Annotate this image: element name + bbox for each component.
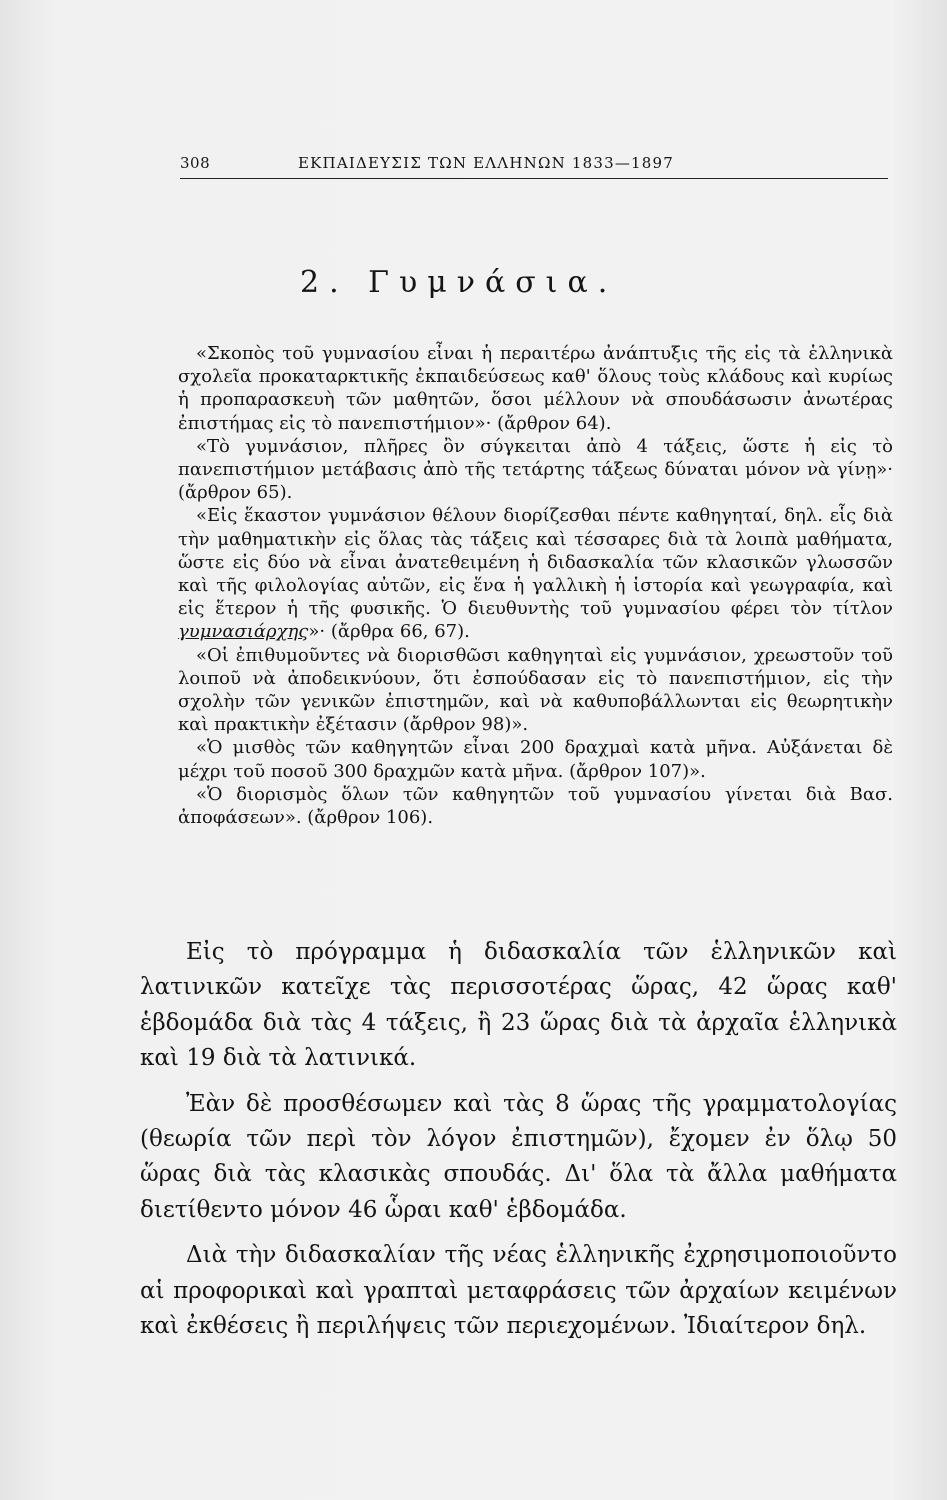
body-paragraph: Διὰ τὴν διδασκαλίαν τῆς νέας ἑλληνικῆς ἐχρησιμοποιοῦντο αἱ προφορικαὶ καὶ γραπταὶ μεταφράσεις τῶν ἀρχαίων κειμένων καὶ ἐκθέσεις ἢ περιλήψεις τῶν περιεχομένων. Ἰδιαίτερον δηλ.: [140, 1242, 897, 1340]
emphasized-term: γυμνασιάρχης: [178, 621, 309, 643]
running-header: [180, 150, 888, 179]
quote-paragraph: «Σκοπὸς τοῦ γυμνασίου εἶναι ἡ περαιτέρω ἀνάπτυξις τῆς εἰς τὰ ἑλληνικὰ σχολεῖα προκαταρκτικῆς ἐκπαιδεύσεως καθ' ὅλους τοὺς κλάδους καὶ κυρίως ἡ προπαρασκευὴ τῶν μαθητῶν, ὅσοι μέλλουν νὰ σπουδάσωσιν ἀνωτέρας ἐπιστήμας εἰς τὸ πανεπιστήμιον»· (ἄρθρον 64).: [178, 343, 893, 434]
quote-paragraph: «Ὁ μισθὸς τῶν καθηγητῶν εἶναι 200 δραχμαὶ κατὰ μῆνα. Αὐξάνεται δὲ μέχρι τοῦ ποσοῦ 300 δραχμῶν κατὰ μῆνα. (ἄρθρον 107)».: [178, 737, 893, 782]
quote-text: »· (ἄρθρα 66, 67).: [308, 621, 470, 643]
law-quotations: [178, 342, 893, 829]
quote-paragraph: «Οἱ ἐπιθυμοῦντες νὰ διορισθῶσι καθηγηταὶ εἰς γυμνάσιον, χρεωστοῦν τοῦ λοιποῦ νὰ ἀποδεικνύουν, ὅτι ἐσπούδασαν εἰς τὸ πανεπιστήμιον, εἰς τὴν σχολὴν τῶν γενικῶν ἐπιστημῶν, καὶ νὰ καθυποβάλλωνται εἰς θεωρητικὴν καὶ πρακτικὴν ἐξέτασιν (ἄρθρον 98)».: [178, 644, 893, 736]
quote-paragraph: [178, 504, 893, 643]
quote-paragraph: «Τὸ γυμνάσιον, πλῆρες ὂν σύγκειται ἀπὸ 4 τάξεις, ὥστε ἡ εἰς τὸ πανεπιστήμιον μετάβασις ἀπὸ τῆς τετάρτης τάξεως δύναται μόνον νὰ γίνῃ»· (ἄρθρον 65).: [178, 435, 893, 504]
quote-text: «Εἰς ἕκαστον γυμνάσιον θέλουν διορίζεσθαι πέντε καθηγηταί, δηλ. εἷς διὰ τὴν μαθηματικὴν εἰς ὅλας τὰς τάξεις καὶ τέσσαρες διὰ τὰ λοιπὰ μαθήματα, ὥστε εἰς δύο νὰ εἶναι ἀνατεθειμένη ἡ διδασκαλία τῶν κλασικῶν γλωσσῶν καὶ τῆς φιλολογίας αὐτῶν, εἰς ἕνα ἡ γαλλικὴ ἡ ἱστορία καὶ γεωγραφία, καὶ εἰς ἕτερον ἡ τῆς φυσικῆς. Ὁ διευθυντὴς τοῦ γυμνασίου φέρει τὸν τίτλον: [178, 505, 893, 620]
body-text: [140, 935, 897, 1354]
page-number: 308: [180, 154, 211, 172]
running-title: ΕΚΠΑΙΔΕΥΣΙΣ ΤΩΝ ΕΛΛΗΝΩΝ 1833—1897: [298, 154, 675, 172]
body-paragraph: Εἰς τὸ πρόγραμμα ἡ διδασκαλία τῶν ἑλληνικῶν καὶ λατινικῶν κατεῖχε τὰς περισσοτέρας ὥρας, 42 ὥρας καθ' ἑβδομάδα διὰ τὰς 4 τάξεις, ἢ 23 ὥρας διὰ τὰ ἀρχαῖα ἑλληνικὰ καὶ 19 διὰ τὰ λατινικά.: [140, 939, 897, 1072]
section-title: 2. Γυμνάσια.: [300, 265, 618, 300]
quote-paragraph: «Ὁ διορισμὸς ὅλων τῶν καθηγητῶν τοῦ γυμνασίου γίνεται διὰ Βασ. ἀποφάσεων». (ἄρθρον 106).: [178, 783, 893, 829]
body-paragraph: Ἐὰν δὲ προσθέσωμεν καὶ τὰς 8 ὥρας τῆς γραμματολογίας (θεωρία τῶν περὶ τὸν λόγον ἐπιστημῶν), ἔχομεν ἐν ὅλῳ 50 ὥρας διὰ τὰς κλασικὰς σπουδάς. Δι' ὅλα τὰ ἄλλα μαθήματα διετίθεντο μόνον 46 ὧραι καθ' ἑβδομάδα.: [140, 1090, 897, 1223]
